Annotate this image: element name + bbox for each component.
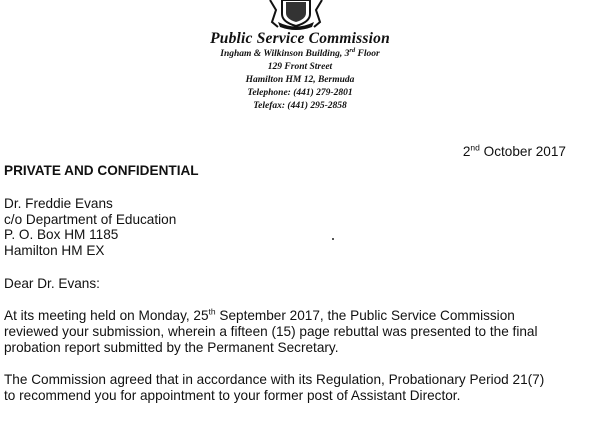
- letter-date: 2nd October 2017: [462, 142, 566, 159]
- address-line-city: Hamilton HM 12, Bermuda: [245, 75, 355, 85]
- paragraph2-line2: to recommend you for appointment to your former post of Assistant Director.: [4, 388, 461, 403]
- coat-of-arms-crest: [262, 0, 330, 30]
- recipient-city: Hamilton HM EX: [4, 243, 105, 258]
- recipient-department: c/o Department of Education: [4, 212, 177, 227]
- recipient-po-box: P. O. Box HM 1185: [4, 227, 119, 242]
- paragraph2-line1: The Commission agreed that in accordance with its Regulation, Probationary Period 21(7): [4, 372, 545, 387]
- scan-speck: [332, 238, 334, 240]
- telephone-number: Telephone: (441) 279-2801: [247, 88, 353, 98]
- paragraph1-line2: reviewed your submission, wherein a fifteen (15) page rebuttal was presented to the final: [4, 324, 538, 339]
- address-line-street: 129 Front Street: [267, 62, 333, 72]
- paragraph1-line1: At its meeting held on Monday, 25th September 2017, the Public Service Commission: [4, 306, 515, 323]
- paragraph1-line3: probation report submitted by the Permanent Secretary.: [4, 340, 339, 355]
- telefax-number: Telefax: (441) 295-2858: [253, 101, 347, 111]
- recipient-name: Dr. Freddie Evans: [4, 196, 113, 211]
- confidential-heading: PRIVATE AND CONFIDENTIAL: [4, 163, 199, 178]
- organization-name: Public Service Commission: [210, 30, 390, 47]
- address-line-building: Ingham & Wilkinson Building, 3rd Floor: [220, 46, 380, 59]
- salutation: Dear Dr. Evans:: [4, 276, 100, 291]
